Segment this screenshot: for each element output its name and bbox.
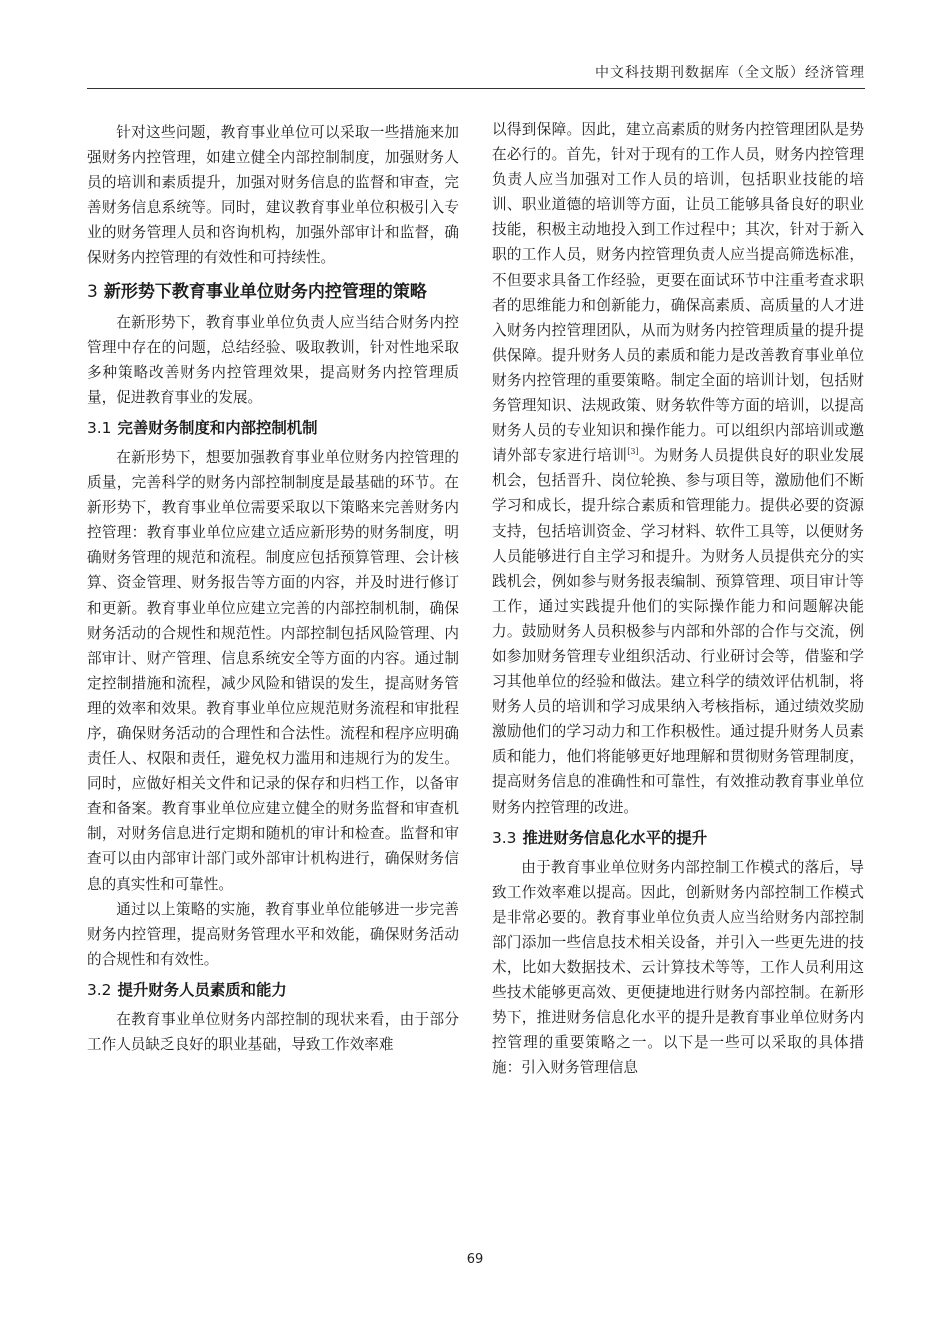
paragraph: 在新形势下，想要加强教育事业单位财务内控管理的质量，完善科学的财务内部控制制度是最基础的环节。在新形势下，教育事业单位需要采取以下策略来完善财务内控管理：教育事业单位应建立适应新形势的财务制度，明确财务管理的规范和流程。制度应包括预算管理、会计核算、资金管理、财务报告等方面的内容，并及时进行修订和更新。教育事业单位应建立完善的内部控制机制，确保财务活动的合规性和规范性。内部控制包括风险管理、内部审计、财产管理、信息系统安全等方面的内容。通过制定控制措施和流程，减少风险和错误的发生，提高财务管理的效率和效果。教育事业单位应规范财务流程和审批程序，确保财务活动的合理性和合法性。流程和程序应明确责任人、权限和责任，避免权力滥用和违规行为的发生。同时，应做好相关文件和记录的保存和归档工作，以备审查和备案。教育事业单位应建立健全的财务监督和审查机制，对财务信息进行定期和随机的审计和检查。监督和审查可以由内部审计部门或外部审计机构进行，确保财务信息的真实性和可靠性。 xyxy=(87,448,459,893)
paragraph-text: 。为财务人员提供良好的职业发展机会，包括晋升、岗位轮换、参与项目等，激励他们不断学习和成长，提升综合素质和管理能力。提供必要的资源支持，包括培训资金、学习材料、软件工具等，以便财务人员能够进行自主学习和提升。为财务人员提供充分的实践机会，例如参与财务报表编制、预算管理、项目审计等工作，通过实践提升他们的实际操作能力和问题解决能力。鼓励财务人员积极参与内部和外部的合作与交流，例如参加财务管理专业组织活动、行业研讨会等，借鉴和学习其他单位的经验和做法。建立科学的绩效评估机制，将财务人员的培训和学习成果纳入考核指标，通过绩效奖励激励他们的学习动力和工作积极性。通过提升财务人员素质和能力，他们将能够更好地理解和贯彻财务管理制度，提高财务信息的准确性和可靠性，有效推动教育事业单位财务内控管理的改进。 xyxy=(492,447,864,816)
section-heading-3-2 xyxy=(87,978,459,1003)
paragraph-continued xyxy=(492,117,864,820)
section-heading-3-3 xyxy=(492,826,864,851)
section-title: 推进财务信息化水平的提升 xyxy=(522,828,708,847)
paragraph-text: 以得到保障。因此，建立高素质的财务内控管理团队是势在必行的。首先，针对于现有的工作人员，财务内控管理负责人应当加强对工作人员的培训，包括职业技能的培训、职业道德的培训等方面，让员工能够具备良好的职业技能，积极主动地投入到工作过程中；其次，针对于新入职的工作人员，财务内控管理负责人应当提高筛选标准，不但要求具备工作经验，更要在面试环节中注重考查求职者的思维能力和创新能力，确保高素质、高质量的人才进入财务内控管理团队，从而为财务内控管理质量的提升提供保障。提升财务人员的素质和能力是改善教育事业单位财务内控管理的重要策略。制定全面的培训计划，包括财务管理知识、法规政策、财务软件等方面的培训，以提高财务人员的专业知识和操作能力。可以组织内部培训或邀请外部专家进行培训 xyxy=(492,121,864,465)
section-number: 3 xyxy=(87,281,98,302)
section-title: 提升财务人员素质和能力 xyxy=(117,980,287,999)
section-number: 3.2 xyxy=(87,980,112,999)
section-number: 3.1 xyxy=(87,418,112,437)
paragraph: 针对这些问题，教育事业单位可以采取一些措施来加强财务内控管理，如建立健全内部控制制度，加强财务人员的培训和素质提升，加强对财务信息的监督和审查，完善财务信息系统等。同时，建议教育事业单位积极引入专业的财务管理人员和咨询机构，加强外部审计和监督，确保财务内控管理的有效性和可持续性。 xyxy=(87,124,459,267)
left-column xyxy=(87,120,459,1057)
citation-marker[interactable]: [3] xyxy=(627,447,639,457)
page-number: 69 xyxy=(466,1252,484,1267)
paragraph: 由于教育事业单位财务内部控制工作模式的落后，导致工作效率难以提高。因此，创新财务内部控制工作模式是非常必要的。教育事业单位负责人应当给财务内部控制部门添加一些信息技术相关设备，并引入一些更先进的技术，比如大数据技术、云计算技术等等，工作人员利用这些技术能够更高效、更便捷地进行财务内部控制。在新形势下，推进财务信息化水平的提升是教育事业单位财务内控管理的重要策略之一。以下是一些可以采取的具体措施：引入财务管理信息 xyxy=(492,858,864,1077)
right-column xyxy=(492,117,864,1080)
section-title: 完善财务制度和内部控制机制 xyxy=(117,418,318,437)
paragraph: 通过以上策略的实施，教育事业单位能够进一步完善财务内控管理，提高财务管理水平和效能，确保财务活动的合规性和有效性。 xyxy=(87,900,459,968)
paragraph: 在教育事业单位财务内部控制的现状来看，由于部分工作人员缺乏良好的职业基础，导致工作效率难 xyxy=(87,1010,459,1053)
running-header: 中文科技期刊数据库（全文版）经济管理 xyxy=(595,65,865,81)
section-title: 新形势下教育事业单位财务内控管理的策略 xyxy=(103,281,427,302)
header-rule xyxy=(87,88,865,89)
section-heading-3 xyxy=(87,278,459,307)
section-number: 3.3 xyxy=(492,828,517,847)
paragraph: 在新形势下，教育事业单位负责人应当结合财务内控管理中存在的问题，总结经验、吸取教训，针对性地采取多种策略改善财务内控管理效果，提高财务内控管理质量，促进教育事业的发展。 xyxy=(87,313,459,406)
section-heading-3-1 xyxy=(87,416,459,441)
